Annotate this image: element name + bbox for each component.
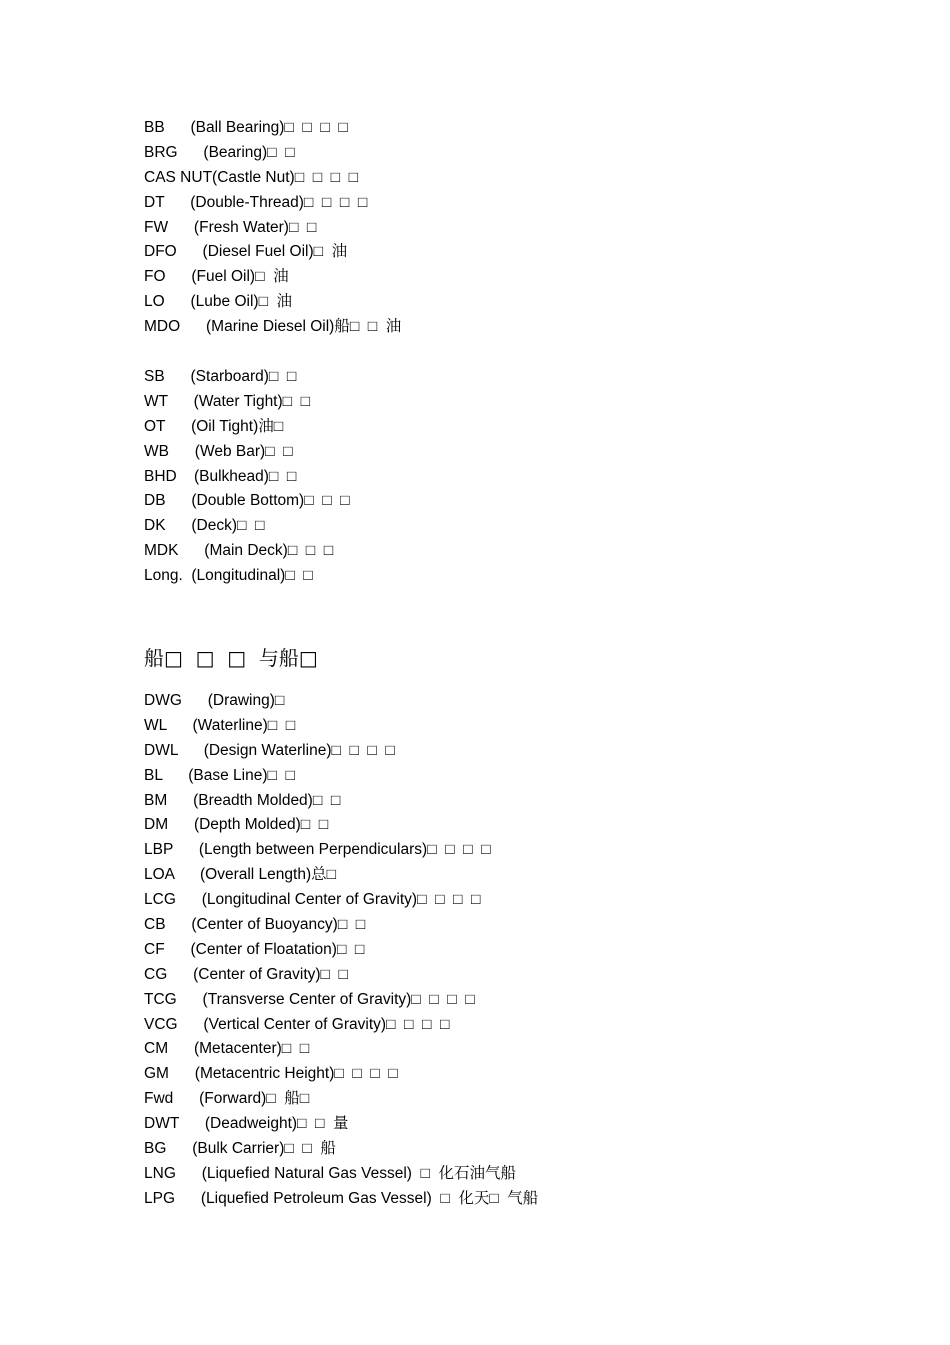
list-item: WT (Water Tight)□ □ bbox=[144, 392, 310, 410]
list-item: OT (Oil Tight)油□ bbox=[144, 417, 284, 435]
list-item: Long. (Longitudinal)□ □ bbox=[144, 567, 313, 585]
list-item: MDK (Main Deck)□ □ □ bbox=[144, 542, 334, 560]
list-item: DB (Double Bottom)□ □ □ bbox=[144, 492, 350, 510]
list-item: BB (Ball Bearing)□ □ □ □ bbox=[144, 119, 348, 136]
abbreviation-list-machinery bbox=[144, 116, 904, 340]
list-item: CM (Metacenter)□ □ bbox=[144, 1040, 310, 1058]
list-item: VCG (Vertical Center of Gravity)□ □ □ □ bbox=[144, 1015, 450, 1033]
list-item: LCG (Longitudinal Center of Gravity)□ □ □ □ bbox=[144, 891, 481, 909]
list-item: DWL (Design Waterline)□ □ □ □ bbox=[144, 741, 395, 759]
list-item: CAS NUT(Castle Nut)□ □ □ □ bbox=[144, 168, 359, 186]
list-item: BM (Breadth Molded)□ □ bbox=[144, 791, 341, 809]
list-item: FO (Fuel Oil)□ 油 bbox=[144, 268, 289, 286]
list-item: LPG (Liquefied Petroleum Gas Vessel) □ 化天□ 气船 bbox=[144, 1189, 539, 1207]
list-item: BRG (Bearing)□ □ bbox=[144, 143, 295, 161]
section-heading: 船□ □ □ 与船□ bbox=[144, 646, 318, 670]
list-item: LBP (Length between Perpendiculars)□ □ □ □ bbox=[144, 841, 491, 859]
list-item: CG (Center of Gravity)□ □ bbox=[144, 965, 348, 983]
list-item: DT (Double-Thread)□ □ □ □ bbox=[144, 193, 368, 211]
list-item: BG (Bulk Carrier)□ □ 船 bbox=[144, 1140, 336, 1158]
list-item: LNG (Liquefied Natural Gas Vessel) □ 化石油气船 bbox=[144, 1164, 517, 1182]
list-item: LO (Lube Oil)□ 油 bbox=[144, 293, 293, 311]
list-item: DM (Depth Molded)□ □ bbox=[144, 816, 329, 834]
list-item: TCG (Transverse Center of Gravity)□ □ □ □ bbox=[144, 990, 475, 1008]
list-item: BHD (Bulkhead)□ □ bbox=[144, 467, 297, 485]
list-item: FW (Fresh Water)□ □ bbox=[144, 218, 317, 236]
list-item: DWG (Drawing)□ bbox=[144, 692, 285, 709]
list-item: BL (Base Line)□ □ bbox=[144, 766, 295, 784]
list-item: WL (Waterline)□ □ bbox=[144, 716, 296, 734]
list-item: CB (Center of Buoyancy)□ □ bbox=[144, 916, 366, 934]
abbreviation-list-naval-architecture bbox=[144, 689, 904, 1212]
abbreviation-list-structure bbox=[144, 365, 904, 589]
list-item: LOA (Overall Length)总□ bbox=[144, 866, 336, 884]
list-item: DWT (Deadweight)□ □ 量 bbox=[144, 1115, 349, 1133]
list-item: DK (Deck)□ □ bbox=[144, 517, 265, 535]
list-item: CF (Center of Floatation)□ □ bbox=[144, 940, 365, 958]
list-item: GM (Metacentric Height)□ □ □ □ bbox=[144, 1065, 398, 1083]
list-item: DFO (Diesel Fuel Oil)□ 油 bbox=[144, 243, 348, 261]
list-item: SB (Starboard)□ □ bbox=[144, 368, 297, 385]
list-item: WB (Web Bar)□ □ bbox=[144, 442, 293, 460]
list-item: Fwd (Forward)□ 船□ bbox=[144, 1090, 310, 1108]
list-item: MDO (Marine Diesel Oil)船□ □ 油 bbox=[144, 318, 402, 336]
